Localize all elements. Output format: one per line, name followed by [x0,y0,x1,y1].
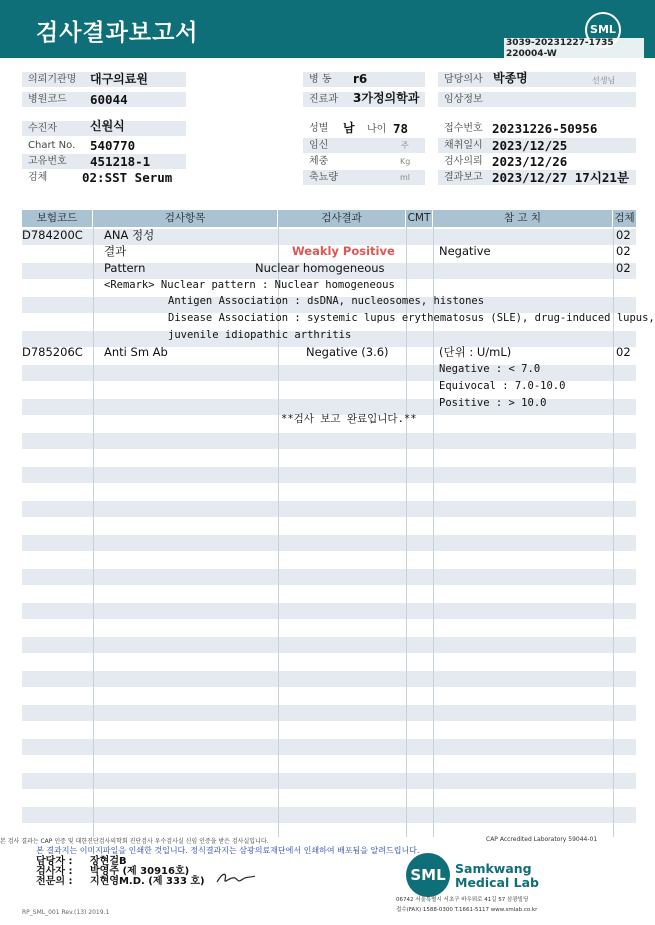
pregnancy-label: 임신 [303,138,425,153]
age-value: 78 [393,121,409,136]
chart-label: Chart No. [28,140,76,151]
table-row-stripe [22,637,636,653]
table-row-stripe [22,739,636,755]
request-value: 2023/12/26 [492,154,568,169]
urine-label: 축뇨량 [303,170,425,185]
table-row-stripe [22,433,636,449]
row2-item: 결과 [104,244,127,258]
table-row-stripe [22,535,636,551]
collect-value: 2023/12/25 [492,138,568,153]
col-insurance-code: 보험코드 [22,210,93,227]
row2-result: Weakly Positive [292,244,395,258]
col-cmt: CMT [406,210,433,227]
table-row-stripe [22,501,636,517]
row1-code: D784200C [22,228,83,242]
row4-item: Anti Sm Ab [104,345,168,359]
col-result: 검사결과 [278,210,406,227]
hospital-code-value: 60044 [90,92,128,107]
signer1-label: 담당자 : [36,856,73,867]
cap-accreditation: CAP Accredited Laboratory 59044-01 [486,836,598,843]
report-complete-text: **검사 보고 완료입니다.** [281,413,417,425]
col-reference: 참 고 치 [433,210,613,227]
dept-value: 3가정의학과 [353,91,420,105]
image-print-warning: 본 결과지는 이미지파일을 인쇄한 것입니다. 정식결과지는 삼광의료재단에서 인쇄하여 배포됨을 알려드립니다. [36,846,420,855]
reception-label: 접수번호 [444,123,483,134]
chart-value: 540770 [90,138,136,153]
ref-negative: Negative : < 7.0 [439,363,541,375]
row4-reference: (단위 : U/mL) [439,345,512,359]
table-row-stripe [22,671,636,687]
table-row-stripe [22,603,636,619]
col-specimen: 검체 [614,212,635,224]
remark-line-3: Disease Association : systemic lupus erythematosus (SLE), drug-induced lupus, [168,312,655,324]
sex-label: 성별 [309,123,329,134]
signer2-name: 박영주 (제 30916호) [90,866,190,877]
ref-equivocal: Equivocal : 7.0-10.0 [439,380,566,392]
signature-icon [215,870,257,886]
ref-positive: Positive : > 10.0 [439,397,547,409]
remark-line-2: Antigen Association : dsDNA, nucleosomes, histones [168,295,485,307]
table-row-stripe [22,467,636,483]
document-number: 3039-20231227-1735 220004-W [504,38,644,60]
row2-specimen: 02 [616,244,631,258]
pregnancy-unit: 주 [401,141,409,150]
brand-name: Samkwang Medical Lab [455,861,539,890]
doctor-suffix: 선생님 [592,76,616,85]
table-row-stripe [22,705,636,721]
signer2-label: 검사자 : [36,866,73,877]
row1-specimen: 02 [616,228,631,242]
collect-label: 채취일시 [438,138,636,153]
urine-unit: ml [400,173,411,182]
reception-value: 20231226-50956 [492,121,598,136]
dept-label: 진료과 [303,92,425,107]
table-row-stripe [22,807,636,823]
specimen-label: 검체 [28,172,48,183]
doctor-label: 담당의사 [438,72,636,87]
column-divider [93,227,94,837]
row3-item: Pattern [104,261,146,275]
row3-result: Nuclear homogeneous [255,261,385,275]
id-label: 고유번호 [22,154,186,169]
table-row-stripe [22,569,636,585]
sex-value: 남 [343,121,355,135]
weight-label: 체중 [309,156,329,167]
table-row-stripe [22,773,636,789]
row1-item: ANA 정성 [104,228,155,242]
row4-code: D785206C [22,345,83,359]
report-value: 2023/12/27 17시21분 [492,170,630,185]
specimen-value: 02:SST Serum [82,170,173,185]
report-title: 검사결과보고서 [36,20,199,46]
signer3-name: 지현영M.D. (제 333 호) [90,876,205,887]
signer3-label: 전문의 : [36,876,73,887]
row3-specimen: 02 [616,261,631,275]
clinical-info-label: 임상정보 [438,92,636,107]
remark-line-1: <Remark> Nuclear pattern : Nuclear homogeneous [104,279,395,291]
address: 06742 서울특별시 서초구 바우뫼로 41길 57 삼광빌딩 [396,897,529,903]
ward-label: 병 동 [303,72,425,87]
weight-unit: Kg [400,157,411,166]
sml-brand-logo-icon: SML [406,853,450,897]
col-test-item: 검사항목 [93,210,278,227]
request-label: 검사의뢰 [444,156,483,167]
cap-note: 본 검사 결과는 CAP 인증 및 대한진단검사의학회 진단검사 우수검사실 신임 인증을 받은 검사실입니다. [0,838,269,845]
row2-reference: Negative [439,244,491,258]
patient-label: 수진자 [22,121,186,136]
remark-line-4: juvenile idiopathic arthritis [168,329,352,341]
row4-specimen: 02 [616,345,631,359]
age-label: 나이 [367,124,387,135]
report-label: 결과보고 [438,170,636,185]
doctor-value: 박종명 [493,71,528,85]
hospital-code-label: 병원코드 [22,92,186,107]
patient-value: 신원식 [90,119,125,133]
form-number: RP_SML_001 Rev.(13) 2019.1 [22,909,110,916]
id-value: 451218-1 [90,154,151,169]
hospital-value: 대구의료원 [90,72,148,86]
ward-value: r6 [353,72,368,86]
results-table-header [22,210,636,227]
contact-info: 접수(FAX) 1588-0300 T.1661-5117 www.smlab.co.kr [396,907,538,913]
sml-logo-icon: SML [585,12,621,48]
hospital-label: 의뢰기관명 [22,72,186,87]
signer1-name: 장현걸B [90,856,127,867]
row4-result: Negative (3.6) [306,345,389,359]
